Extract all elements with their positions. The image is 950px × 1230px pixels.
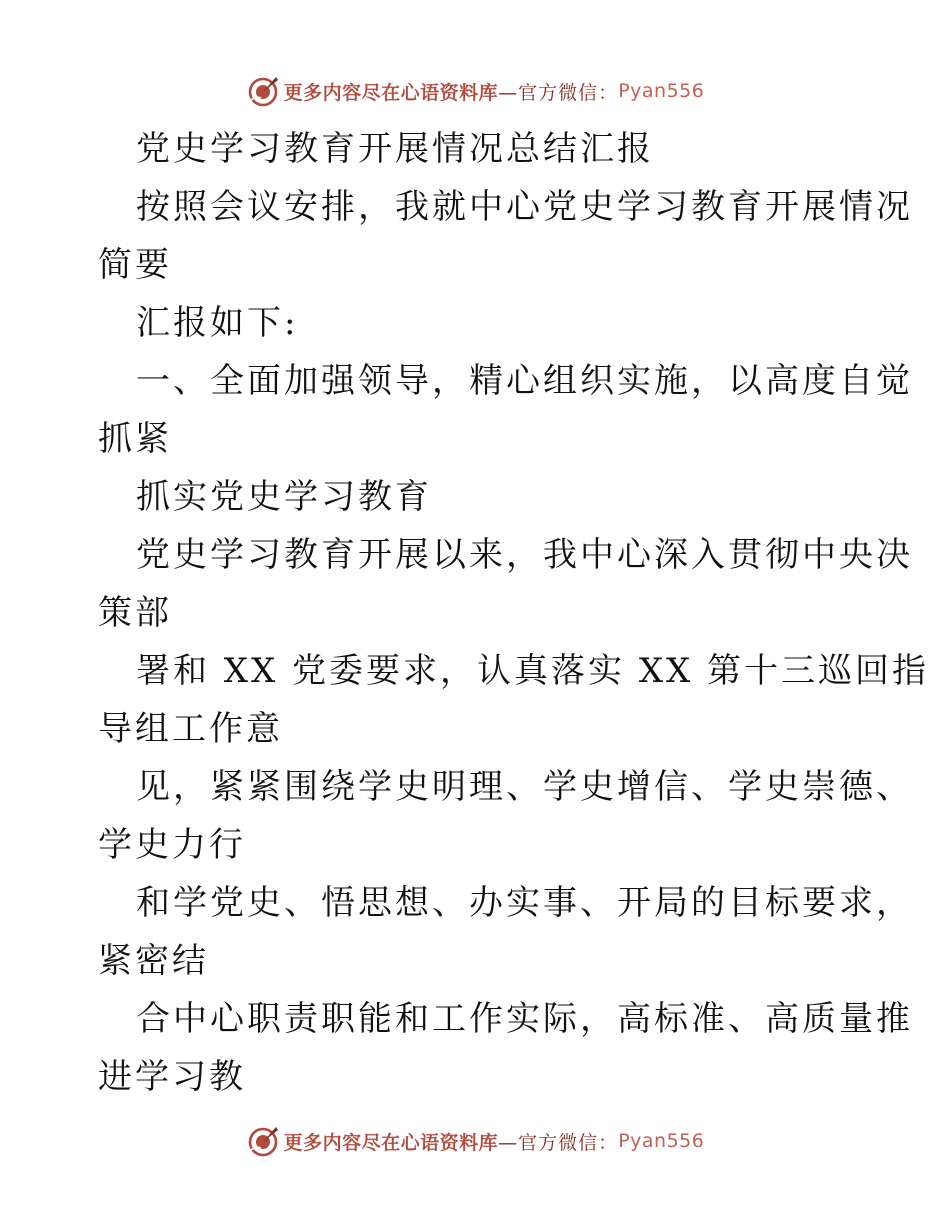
text-line: 导组工作意 [98, 709, 283, 749]
watermark-sub-text: —官方微信： [498, 81, 619, 104]
watermark-wechat-id: Pyan556 [618, 1130, 705, 1152]
text-line: 按照会议安排，我就中心党史学习教育开展情况 [136, 187, 913, 227]
watermark-sub-text: —官方微信： [498, 1131, 619, 1154]
text-line: 署和 XX 党委要求，认真落实 XX 第十三巡回指 [136, 651, 930, 691]
document-body [98, 120, 930, 1106]
footer-watermark-banner [0, 1121, 950, 1161]
text-line: 学史力行 [98, 825, 246, 865]
text-line: 党史学习教育开展以来，我中心深入贯彻中央决 [136, 535, 913, 575]
watermark-main-text: 更多内容尽在心语资料库 [283, 1131, 499, 1154]
text-line: 合中心职责职能和工作实际，高标准、高质量推 [136, 999, 913, 1039]
quill-pen-icon [246, 1124, 280, 1158]
watermark-wechat-id: Pyan556 [618, 80, 705, 102]
text-line: 策部 [98, 593, 172, 633]
text-line: 进学习教 [98, 1057, 246, 1097]
watermark-main-text: 更多内容尽在心语资料库 [283, 81, 499, 104]
text-line: 一、全面加强领导，精心组织实施，以高度自觉 [136, 361, 913, 401]
text-line: 抓紧 [98, 419, 172, 459]
text-line: 简要 [98, 245, 172, 285]
text-line: 党史学习教育开展情况总结汇报 [136, 129, 654, 169]
text-line: 和学党史、悟思想、办实事、开局的目标要求， [136, 883, 913, 923]
text-line: 汇报如下: [136, 303, 299, 343]
text-line: 紧密结 [98, 941, 209, 981]
header-watermark-banner [0, 71, 950, 111]
quill-pen-icon [246, 74, 280, 108]
text-line: 抓实党史学习教育 [136, 477, 432, 517]
text-line: 见，紧紧围绕学史明理、学史增信、学史崇德、 [136, 767, 913, 807]
